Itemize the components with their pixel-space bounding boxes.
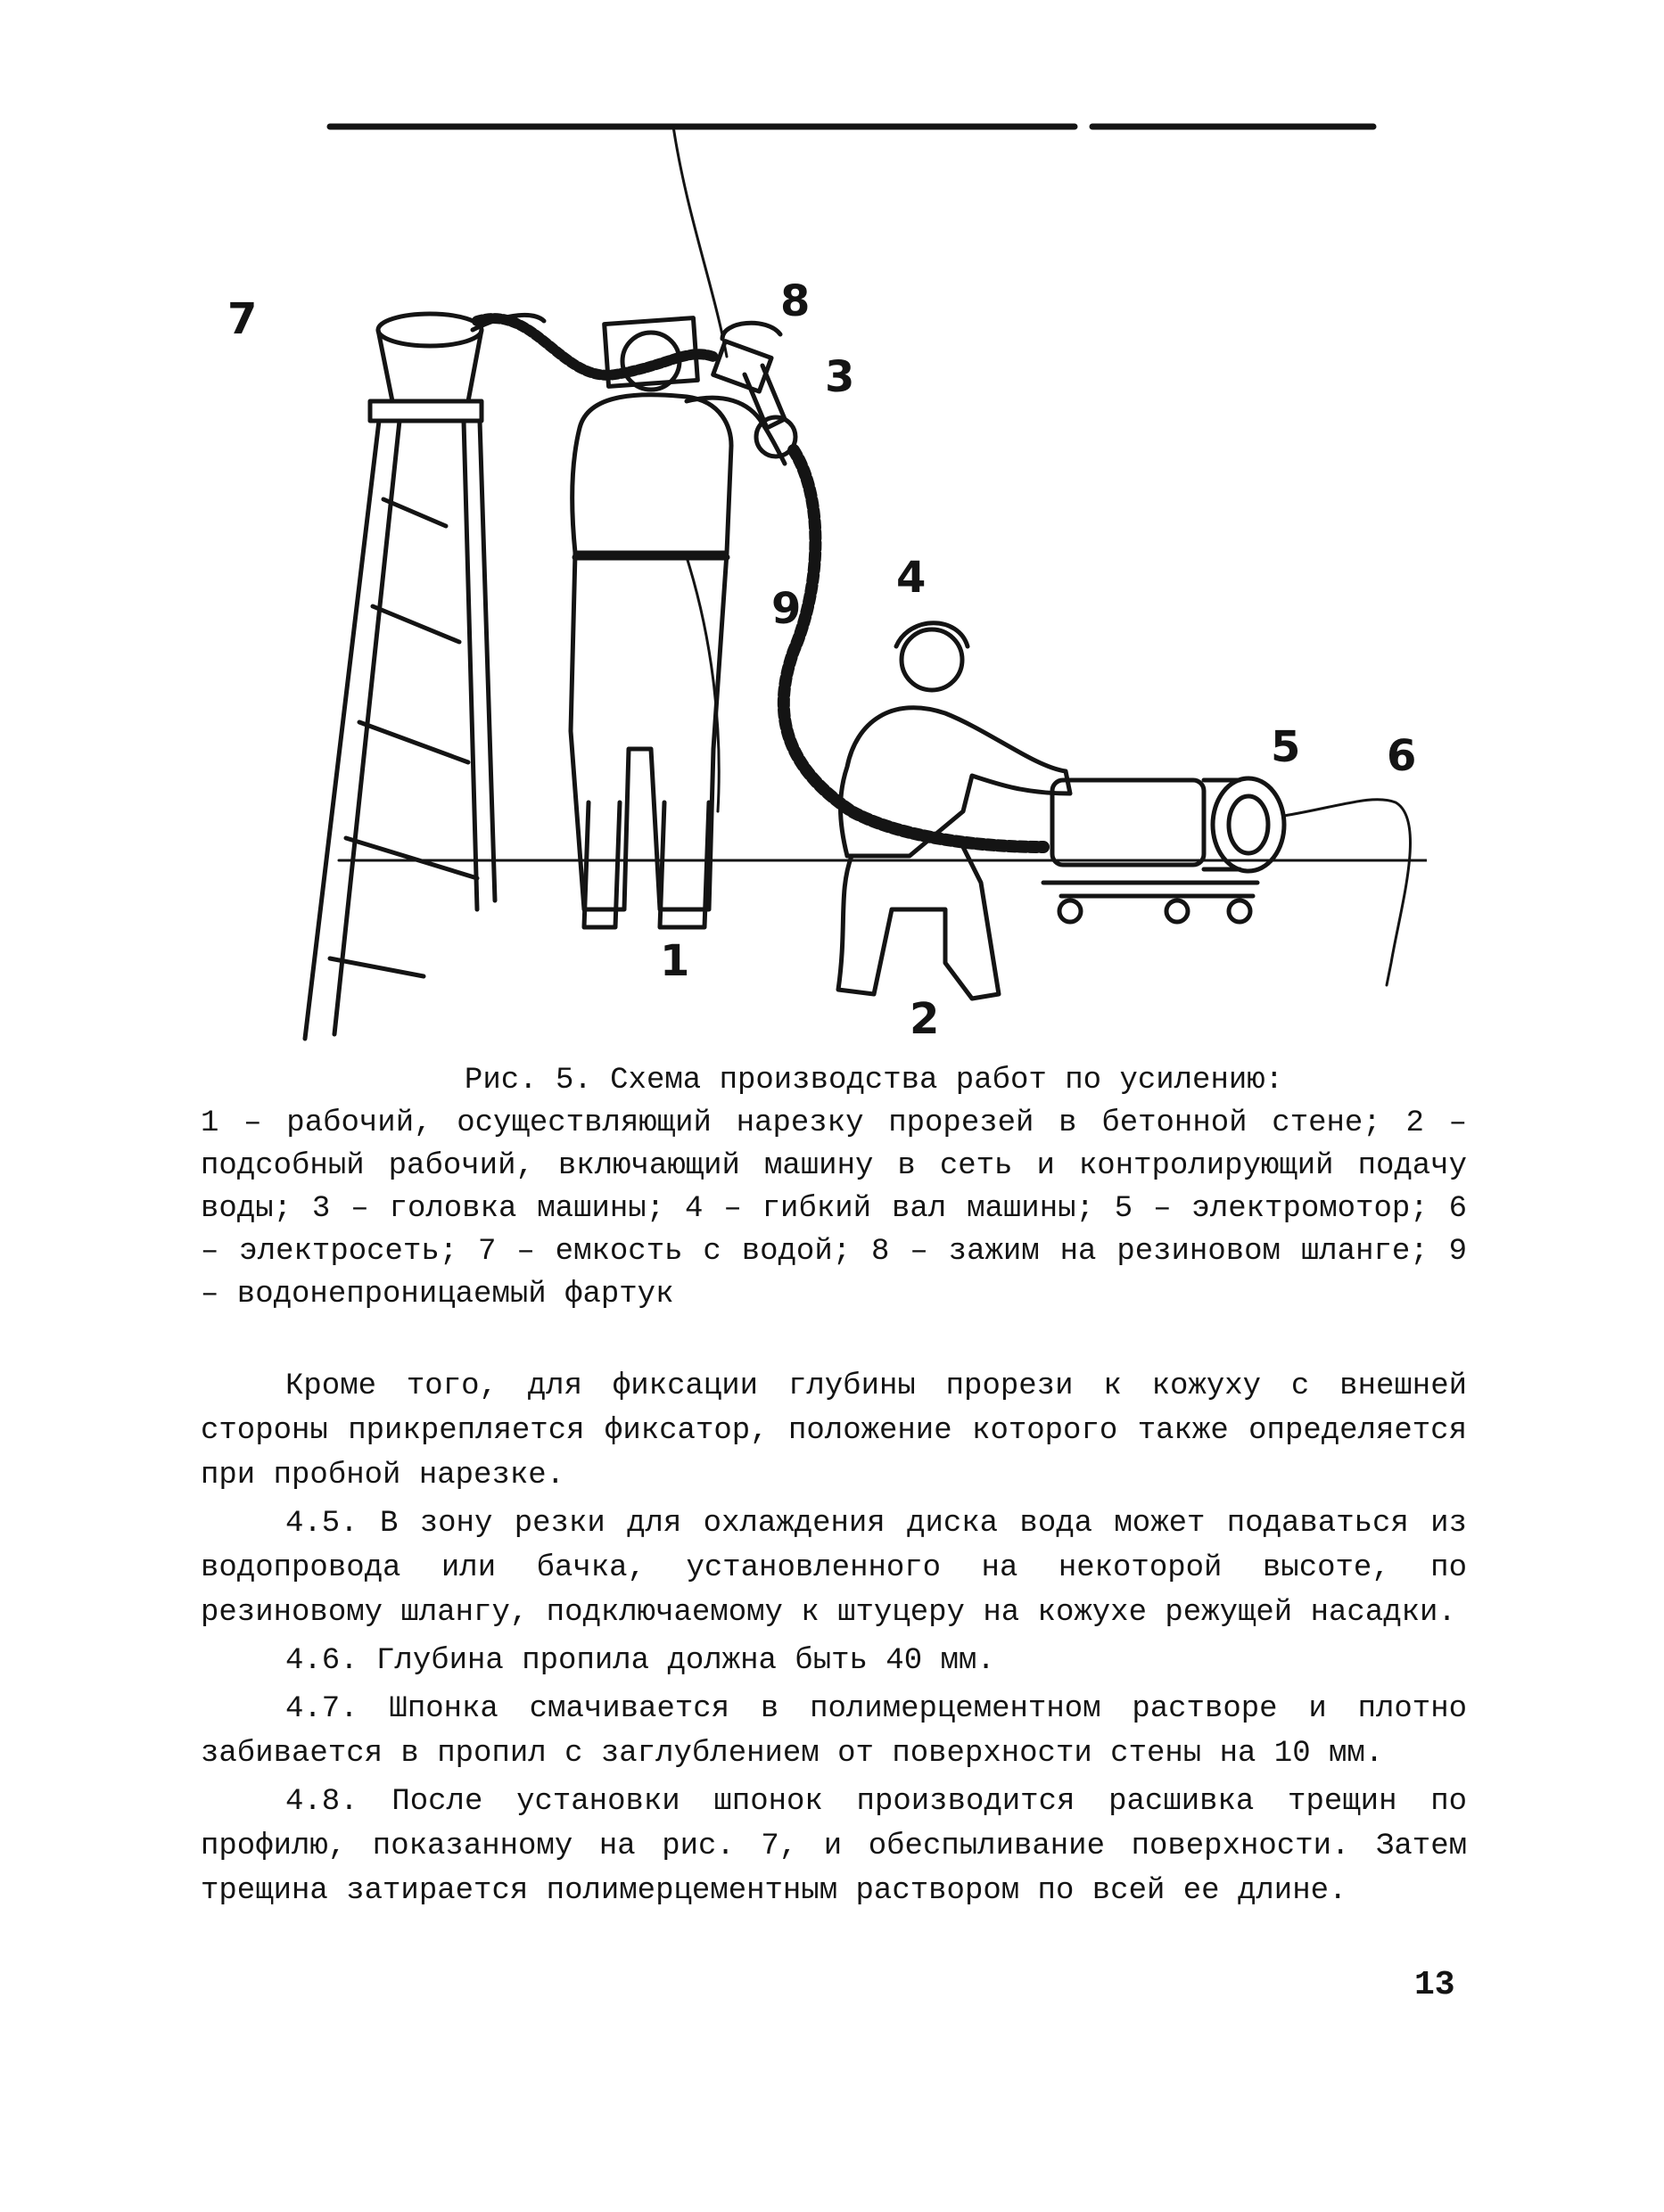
figure-label-6: 6 xyxy=(1387,731,1417,781)
worker-1 xyxy=(571,318,785,927)
figure-label-8: 8 xyxy=(780,276,811,326)
body-text xyxy=(201,1364,1467,1917)
worker-2 xyxy=(838,623,1070,999)
page-number: 13 xyxy=(1414,1966,1455,2004)
paragraph-4-8: 4.8. После установки шпонок производится расшивка трещин по профилю, показанному на рис. 7, и обеспыливание поверхности. Затем трещина затирается полимерцементным раствором по всей ее длине. xyxy=(201,1785,1467,1908)
paragraph-4-6: 4.6. Глубина пропила должна быть 40 мм. xyxy=(285,1644,995,1678)
work-scheme-drawing xyxy=(268,107,1427,1052)
electric-cable xyxy=(1284,800,1411,985)
paragraph-4-5: 4.5. В зону резки для охлаждения диска вода может подаваться из водопровода или бачка, установленного на некоторой высоте, по резиновому шлангу, подключаемому к штуцеру на кожухе режущей насадки. xyxy=(201,1507,1467,1630)
caption-title: Рис. 5. Схема производства работ по усилению: xyxy=(464,1064,1284,1098)
figure-label-4: 4 xyxy=(896,553,927,603)
ladder-stand xyxy=(305,401,495,1039)
figure-label-2: 2 xyxy=(910,994,940,1044)
figure-label-1: 1 xyxy=(660,936,690,986)
figure-label-3: 3 xyxy=(825,352,855,402)
machine-head xyxy=(713,323,795,456)
figure-label-7: 7 xyxy=(227,294,258,344)
electromotor xyxy=(1043,778,1284,922)
figure-caption xyxy=(201,1059,1467,1316)
work-scheme-figure xyxy=(227,107,1427,1052)
paragraph-fixator: Кроме того, для фиксации глубины прорези к кожуху с внешней стороны прикрепляется фиксатор, положение которого также определяется при пробной нарезке. xyxy=(201,1369,1467,1492)
caption-legend: 1 – рабочий, осуществляющий нарезку прорезей в бетонной стене; 2 – подсобный рабочий, включающий машину в сеть и контролирующий подачу воды; 3 – головка машины; 4 – гибкий вал машины; 5 – электромотор; 6 – электросеть; 7 – емкость с водой; 8 – зажим на резиновом шланге; 9 – водонепроницаемый фартук xyxy=(201,1106,1467,1312)
figure-label-9: 9 xyxy=(771,584,802,634)
power-cable-ceiling xyxy=(673,127,727,357)
paragraph-4-7: 4.7. Шпонка смачивается в полимерцементном растворе и плотно забивается в пропил с заглублением от поверхности стены на 10 мм. xyxy=(201,1692,1467,1771)
figure-label-5: 5 xyxy=(1271,722,1301,772)
